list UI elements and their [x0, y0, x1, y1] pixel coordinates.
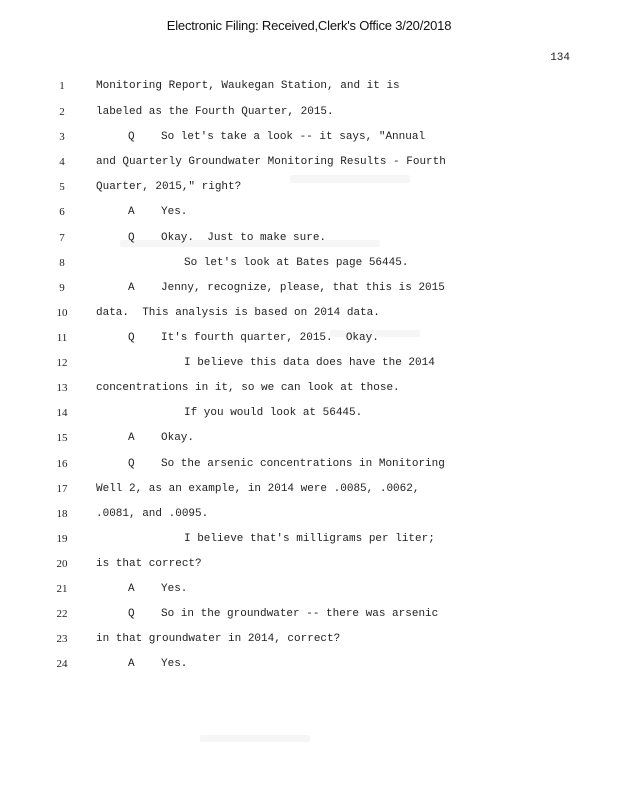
transcript-line: [0, 106, 618, 124]
line-text: Q So the arsenic concentrations in Monitoring: [128, 458, 445, 470]
line-number: 22: [56, 608, 68, 620]
line-number: 15: [56, 432, 68, 444]
line-number: 9: [59, 282, 65, 294]
line-text: I believe that's milligrams per liter;: [184, 533, 435, 545]
line-number: 1: [59, 80, 65, 92]
transcript-line: [0, 181, 618, 199]
line-number: 11: [56, 332, 68, 344]
line-text: labeled as the Fourth Quarter, 2015.: [96, 106, 334, 118]
line-text: A Yes.: [128, 658, 188, 670]
line-number: 10: [56, 307, 68, 319]
line-number: 7: [59, 232, 65, 244]
transcript-line: [0, 583, 618, 601]
line-number: 23: [56, 633, 68, 645]
transcript-line: [0, 558, 618, 576]
line-text: Q So in the groundwater -- there was arsenic: [128, 608, 439, 620]
line-number: 24: [56, 658, 68, 670]
line-number: 18: [56, 508, 68, 520]
line-text: If you would look at 56445.: [184, 407, 363, 419]
line-text: So let's look at Bates page 56445.: [184, 257, 409, 269]
transcript-line: [0, 282, 618, 300]
transcript-line: [0, 658, 618, 676]
line-text: A Yes.: [128, 206, 188, 218]
line-text: is that correct?: [96, 558, 202, 570]
line-number: 8: [59, 257, 65, 269]
transcript-line: [0, 407, 618, 425]
transcript-line: [0, 508, 618, 526]
line-text: Quarter, 2015," right?: [96, 181, 242, 193]
line-text: and Quarterly Groundwater Monitoring Results - Fourth: [96, 156, 446, 168]
bleed-through-mark: [200, 735, 310, 742]
line-number: 21: [56, 583, 68, 595]
line-text: I believe this data does have the 2014: [184, 357, 435, 369]
line-number: 20: [56, 558, 68, 570]
transcript-line: [0, 131, 618, 149]
line-number: 17: [56, 483, 68, 495]
transcript-line: [0, 257, 618, 275]
line-number: 6: [59, 206, 65, 218]
line-number: 19: [56, 533, 68, 545]
line-text: Monitoring Report, Waukegan Station, and it is: [96, 80, 400, 92]
page-number: 134: [550, 52, 570, 64]
line-text: Q Okay. Just to make sure.: [128, 232, 327, 244]
line-text: Well 2, as an example, in 2014 were .0085, .0062,: [96, 483, 420, 495]
line-text: data. This analysis is based on 2014 data.: [96, 307, 380, 319]
line-number: 14: [56, 407, 68, 419]
transcript-line: [0, 432, 618, 450]
line-number: 2: [59, 106, 65, 118]
line-text: .0081, and .0095.: [96, 508, 209, 520]
transcript-line: [0, 156, 618, 174]
line-text: in that groundwater in 2014, correct?: [96, 633, 341, 645]
filing-stamp-header: Electronic Filing: Received,Clerk's Office 3/20/2018: [166, 18, 452, 33]
transcript-line: [0, 80, 618, 98]
transcript-line: [0, 633, 618, 651]
line-number: 3: [59, 131, 65, 143]
transcript-line: [0, 332, 618, 350]
transcript-line: [0, 382, 618, 400]
line-number: 4: [59, 156, 65, 168]
transcript-line: [0, 307, 618, 325]
transcript-line: [0, 608, 618, 626]
line-text: concentrations in it, so we can look at those.: [96, 382, 400, 394]
line-text: A Jenny, recognize, please, that this is 2015: [128, 282, 445, 294]
transcript-line: [0, 458, 618, 476]
transcript-line: [0, 483, 618, 501]
line-number: 16: [56, 458, 68, 470]
transcript-line: [0, 533, 618, 551]
line-text: Q So let's take a look -- it says, "Annual: [128, 131, 426, 143]
transcript-line: [0, 206, 618, 224]
transcript-line: [0, 357, 618, 375]
line-text: A Yes.: [128, 583, 188, 595]
line-number: 5: [59, 181, 65, 193]
line-number: 13: [56, 382, 68, 394]
transcript-line: [0, 232, 618, 250]
line-number: 12: [56, 357, 68, 369]
line-text: Q It's fourth quarter, 2015. Okay.: [128, 332, 379, 344]
line-text: A Okay.: [128, 432, 195, 444]
